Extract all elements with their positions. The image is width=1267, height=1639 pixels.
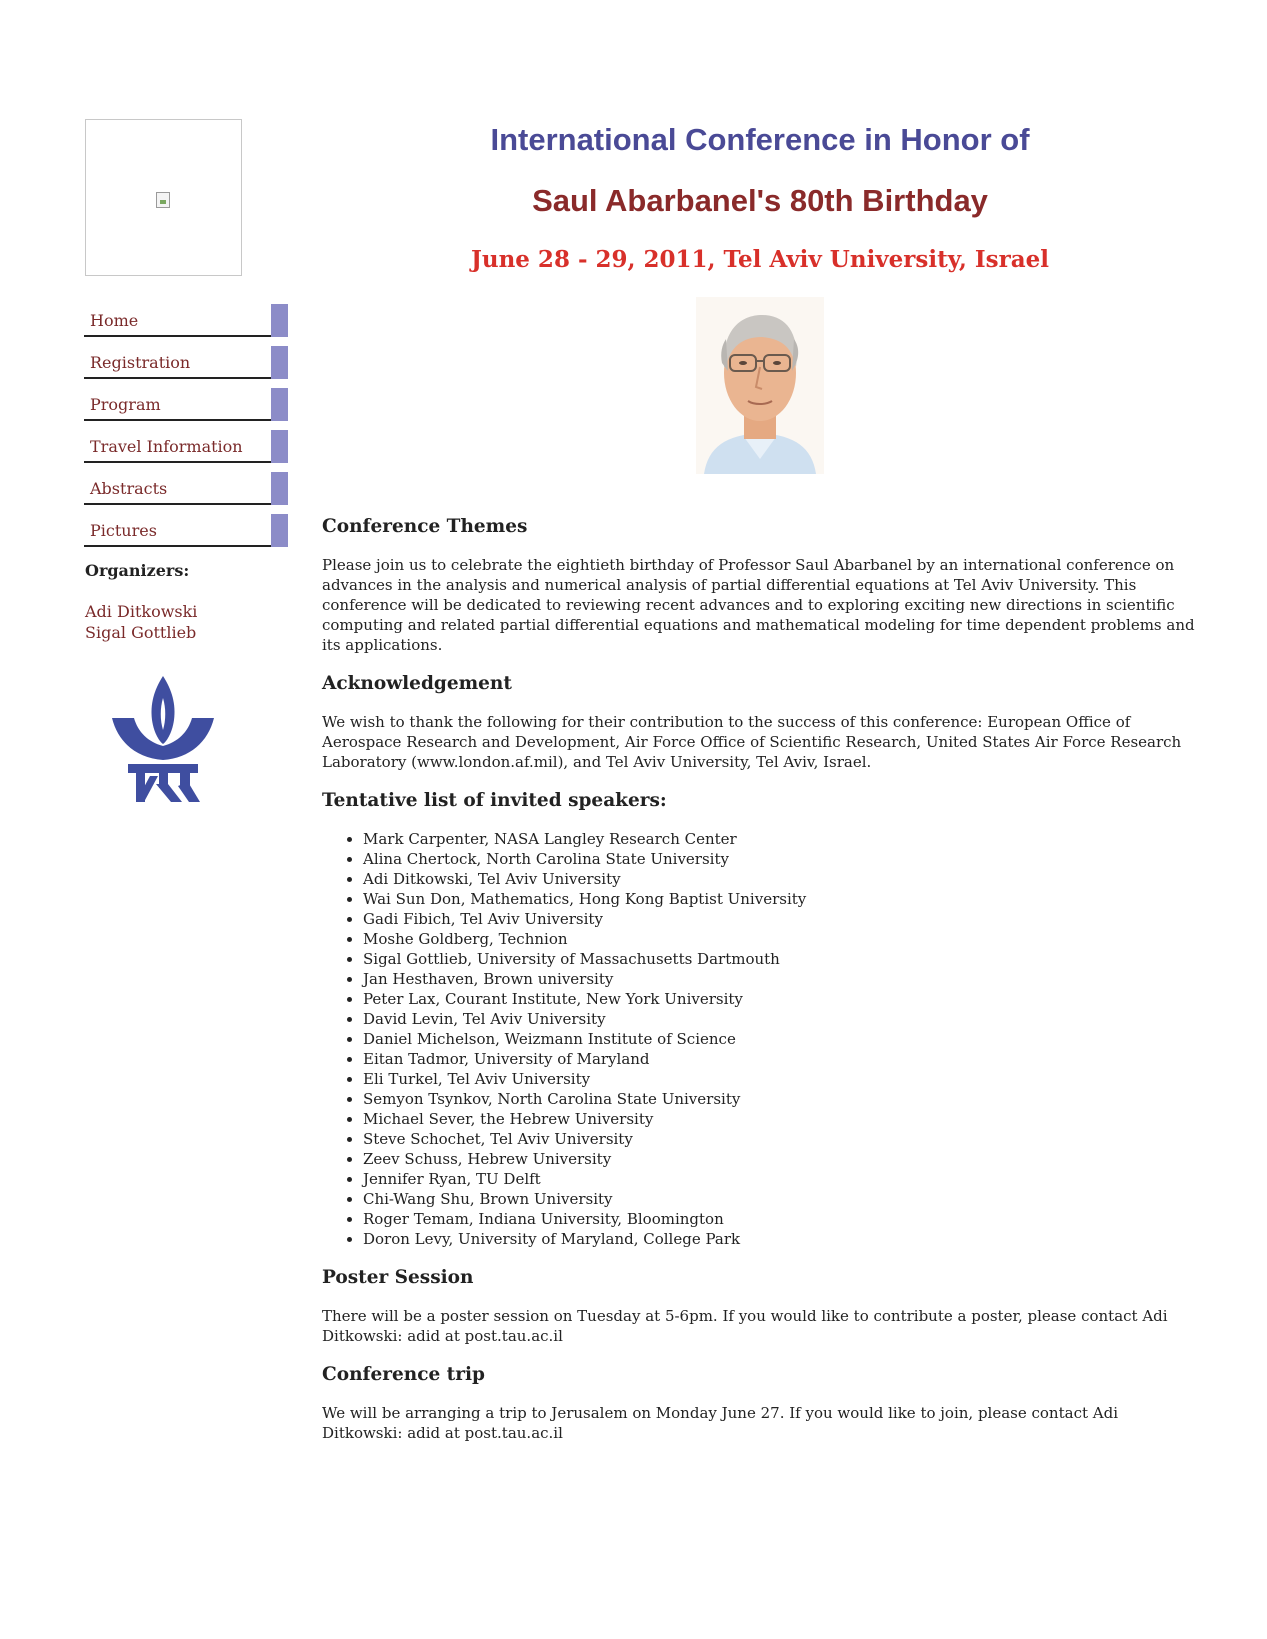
speaker-item: • Roger Temam, Indiana University, Bloomington: [363, 1209, 1202, 1229]
nav-item-label[interactable]: Registration: [90, 353, 191, 372]
themes-paragraph: Please join us to celebrate the eightieth birthday of Professor Saul Abarbanel by an international conference on advances in the analysis and numerical analysis of partial differential equations at Tel Aviv University. This conference will be dedicated to reviewing recent advances and to exploring exciting new directions in scientific computing and related partial differential equations and mathematical modeling for time dependent problems and its applications.: [322, 556, 1195, 654]
nav-item-label[interactable]: Abstracts: [90, 479, 168, 498]
nav-item-pictures[interactable]: [84, 514, 288, 547]
nav-item-label[interactable]: Travel Information: [90, 437, 243, 456]
sidebar-nav: [84, 304, 288, 556]
trip-paragraph: We will be arranging a trip to Jerusalem on Monday June 27. If you would like to join, please contact Adi Ditkowski: adid at post.tau.ac.il: [322, 1404, 1118, 1442]
speaker-item: • Zeev Schuss, Hebrew University: [363, 1149, 1202, 1169]
speaker-item: • Mark Carpenter, NASA Langley Research Center: [363, 829, 1202, 849]
nav-item-registration[interactable]: [84, 346, 288, 379]
main-content: [322, 516, 1202, 1461]
page-title: International Conference in Honor of: [490, 122, 1030, 157]
nav-item-program[interactable]: [84, 388, 288, 421]
speaker-item: • Peter Lax, Courant Institute, New York University: [363, 989, 1202, 1009]
nav-item-label[interactable]: Pictures: [90, 521, 157, 540]
speaker-item: • Gadi Fibich, Tel Aviv University: [363, 909, 1202, 929]
speaker-item: • Jennifer Ryan, TU Delft: [363, 1169, 1202, 1189]
nav-item-home[interactable]: [84, 304, 288, 337]
nav-tab-marker: [271, 388, 288, 421]
nav-tab-marker: [271, 430, 288, 463]
acknowledgement-paragraph: We wish to thank the following for their contribution to the success of this conference: European Office of Aerospace Research and Development, Air Force Office of Scientific Research, United States Air Force Research Laboratory (www.london.af.mil), and Tel Aviv University, Tel Aviv, Israel.: [322, 713, 1182, 771]
speaker-item: • Chi-Wang Shu, Brown University: [363, 1189, 1202, 1209]
section-heading-trip: Conference trip: [322, 1364, 485, 1385]
nav-tab-marker: [271, 514, 288, 547]
speaker-item: • Steve Schochet, Tel Aviv University: [363, 1129, 1202, 1149]
speaker-item: • Moshe Goldberg, Technion: [363, 929, 1202, 949]
event-dateline: June 28 - 29, 2011, Tel Aviv University, Israel: [470, 246, 1050, 273]
organizer-name[interactable]: Sigal Gottlieb: [85, 623, 197, 642]
organizers-heading: Organizers:: [85, 561, 190, 580]
section-heading-speakers: Tentative list of invited speakers:: [322, 790, 667, 811]
nav-tab-marker: [271, 346, 288, 379]
organizer-name[interactable]: Adi Ditkowski: [85, 602, 198, 621]
portrait-photo: [696, 297, 824, 474]
organizers-list: [85, 601, 197, 643]
tau-logo-icon: [112, 676, 214, 804]
section-heading-themes: Conference Themes: [322, 516, 528, 537]
header-image-frame: [85, 119, 242, 276]
nav-item-label[interactable]: Program: [90, 395, 161, 414]
nav-item-abstracts[interactable]: [84, 472, 288, 505]
nav-item-label[interactable]: Home: [90, 311, 139, 330]
poster-paragraph: There will be a poster session on Tuesday at 5-6pm. If you would like to contribute a poster, please contact Adi Ditkowski: adid at post.tau.ac.il: [322, 1307, 1168, 1345]
speaker-item: • Daniel Michelson, Weizmann Institute of Science: [363, 1029, 1202, 1049]
speaker-item: • Eli Turkel, Tel Aviv University: [363, 1069, 1202, 1089]
speaker-item: • Michael Sever, the Hebrew University: [363, 1109, 1202, 1129]
speaker-item: • Jan Hesthaven, Brown university: [363, 969, 1202, 989]
speakers-list: [322, 829, 1202, 1249]
speaker-item: • Eitan Tadmor, University of Maryland: [363, 1049, 1202, 1069]
nav-tab-marker: [271, 472, 288, 505]
nav-tab-marker: [271, 304, 288, 337]
speaker-item: • Alina Chertock, North Carolina State University: [363, 849, 1202, 869]
page-subtitle: Saul Abarbanel's 80th Birthday: [532, 183, 988, 218]
nav-item-travel-information[interactable]: [84, 430, 288, 463]
broken-image-icon: [156, 192, 170, 208]
speaker-item: • Wai Sun Don, Mathematics, Hong Kong Baptist University: [363, 889, 1202, 909]
speaker-item: • David Levin, Tel Aviv University: [363, 1009, 1202, 1029]
speaker-item: • Adi Ditkowski, Tel Aviv University: [363, 869, 1202, 889]
section-heading-poster: Poster Session: [322, 1267, 474, 1288]
section-heading-acknowledgement: Acknowledgement: [322, 673, 512, 694]
speaker-item: • Doron Levy, University of Maryland, College Park: [363, 1229, 1202, 1249]
speaker-item: • Semyon Tsynkov, North Carolina State University: [363, 1089, 1202, 1109]
speaker-item: • Sigal Gottlieb, University of Massachusetts Dartmouth: [363, 949, 1202, 969]
